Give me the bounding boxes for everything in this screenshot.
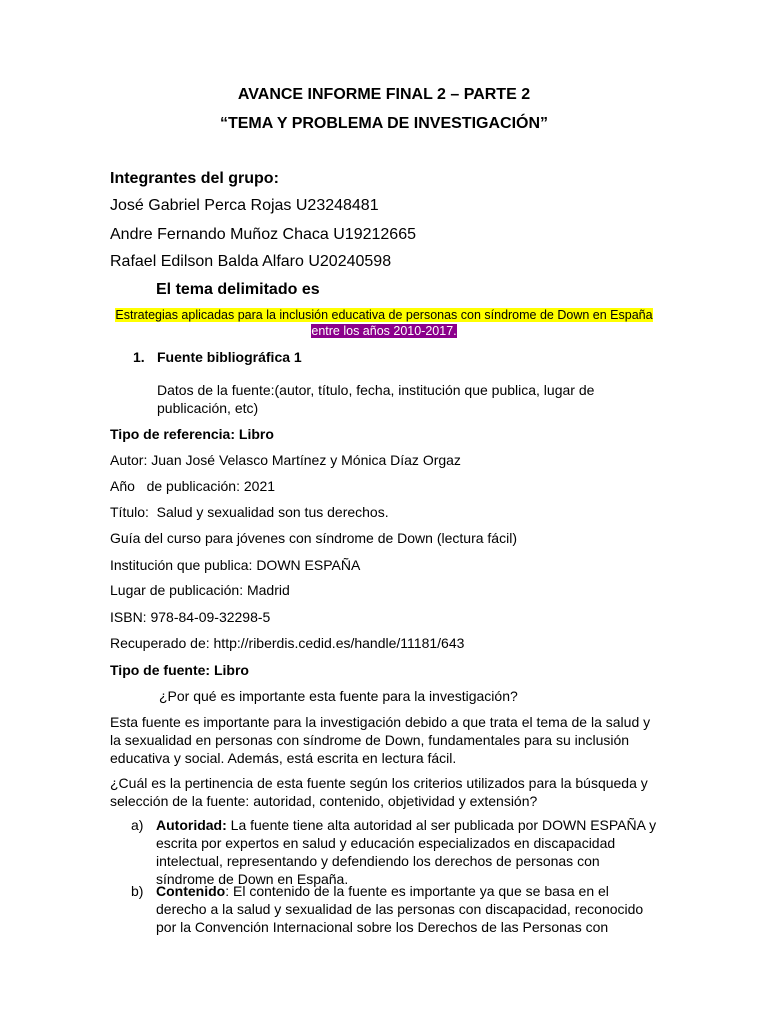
criteria-marker: a) [131,817,144,833]
source-type: Tipo de fuente: Libro [110,662,249,678]
source-author: Autor: Juan José Velasco Martínez y Mónica Díaz Orgaz [110,452,461,468]
topic-text-highlight-purple: entre los años 2010-2017. [311,324,457,338]
answer-importance: Esta fuente es importante para la investigación debido a que trata el tema de la salud y la sexualidad en personas con síndrome de Down, fundamentales para su inclusión educativa y social. Además, está escrita en lectura fácil. [110,714,651,766]
document-title: AVANCE INFORME FINAL 2 – PARTE 2 [237,86,531,103]
source-subtitle: Guía del curso para jóvenes con síndrome de Down (lectura fácil) [110,530,517,546]
source-retrieved: Recuperado de: http://riberdis.cedid.es/handle/11181/643 [110,635,465,651]
source-place: Lugar de publicación: Madrid [110,582,290,598]
criteria-label: Contenido [156,883,226,899]
criteria-text [156,816,658,888]
topic-text [110,307,658,339]
criteria-marker: b) [131,883,144,899]
criteria-text [156,882,658,936]
group-heading: Integrantes del grupo: [110,170,279,187]
source-title: Título: Salud y sexualidad son tus derechos. [110,504,389,520]
source-number: 1. [133,349,145,365]
source-isbn: ISBN: 978-84-09-32298-5 [110,609,271,625]
question-pertinence: ¿Cuál es la pertinencia de esta fuente según los criterios utilizados para la búsqueda y selección de la fuente: autoridad, contenido, objetividad y extensión? [110,775,648,809]
source-year: Año de publicación: 2021 [110,478,276,494]
topic-heading: El tema delimitado es [156,281,320,298]
group-member: Andre Fernando Muñoz Chaca U19212665 [110,226,416,243]
group-member: Rafael Edilson Balda Alfaro U20240598 [110,253,392,270]
reference-type: Tipo de referencia: Libro [110,426,274,442]
topic-text-highlight-yellow: Estrategias aplicadas para la inclusión educativa de personas con síndrome de Down en España [115,308,653,322]
document-subtitle: “TEMA Y PROBLEMA DE INVESTIGACIÓN” [219,115,549,132]
source-institution: Institución que publica: DOWN ESPAÑA [110,557,361,573]
source-data-description: Datos de la fuente:(autor, título, fecha, institución que publica, lugar de publicación, etc) [157,382,595,416]
criteria-body: La fuente tiene alta autoridad al ser publicada por DOWN ESPAÑA y escrita por expertos en salud y educación especializados en discapacidad intelectual, representando y defendiendo los derechos de personas con síndrome de Down en España. [156,817,657,887]
question-importance: ¿Por qué es importante esta fuente para la investigación? [159,688,518,704]
group-member: José Gabriel Perca Rojas U23248481 [110,197,379,214]
source-heading: Fuente bibliográfica 1 [157,349,302,365]
criteria-body: : El contenido de la fuente es importante ya que se basa en el derecho a la salud y sexualidad de las personas con discapacidad, reconocido por la Convención Internacional sobre los Derechos de las Personas con [156,883,644,935]
criteria-label: Autoridad: [156,817,227,833]
